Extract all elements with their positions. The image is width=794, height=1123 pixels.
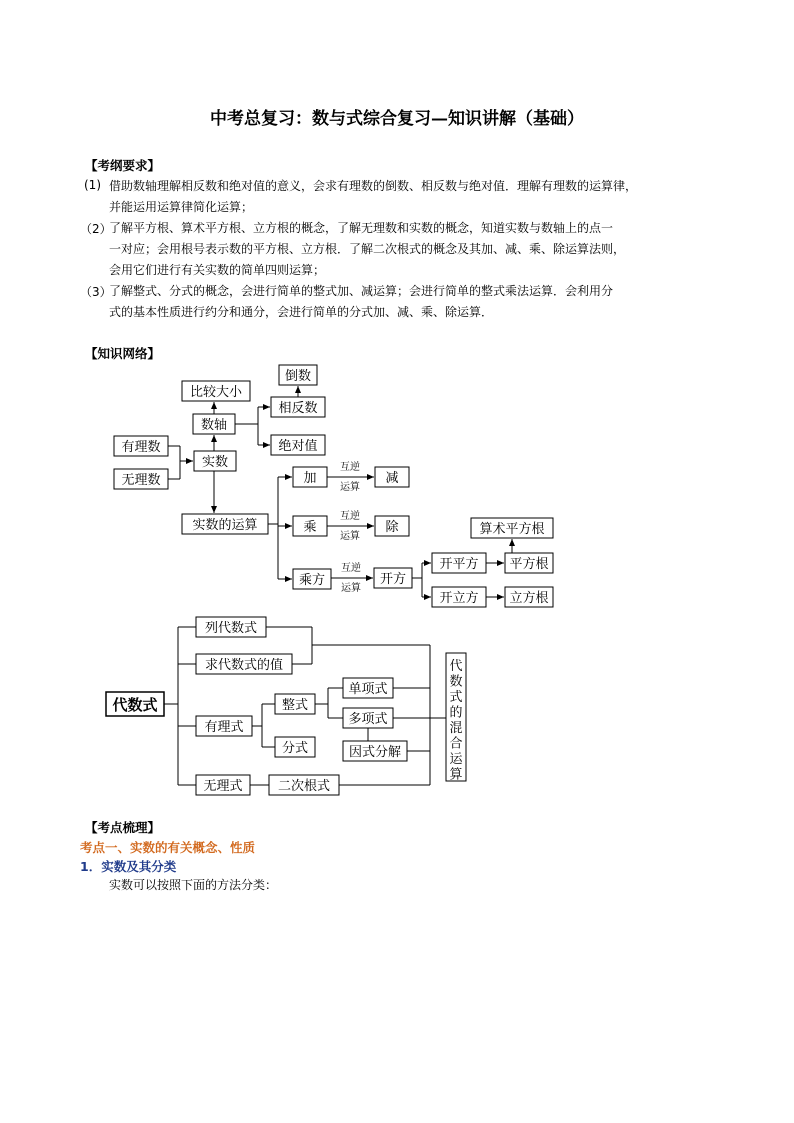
item-2-line-3: 会用它们进行有关实数的简单四则运算； <box>109 263 326 277</box>
page-title: 中考总复习：数与式综合复习—知识讲解（基础） <box>210 109 584 129</box>
node-polynomial: 多项式 <box>348 712 388 727</box>
node-factor: 因式分解 <box>348 745 402 760</box>
node-integral: 整式 <box>281 698 309 713</box>
node-reciprocal: 倒数 <box>284 369 312 384</box>
node-div: 除 <box>385 520 399 535</box>
subsection-1: 1．实数及其分类 <box>80 859 177 874</box>
node-quad-root: 二次根式 <box>277 779 331 794</box>
key-points-heading: 【考点梳理】 <box>85 820 161 835</box>
inverse-label-bottom-2: 运算 <box>340 531 360 542</box>
exam-requirements-heading: 【考纲要求】 <box>85 158 161 173</box>
node-compare: 比较大小 <box>189 385 243 400</box>
item-2-line-2: 一对应；会用根号表示数的平方根、立方根．了解二次根式的概念及其加、减、乘、除运算法则， <box>109 242 626 256</box>
node-list-expr: 列代数式 <box>204 621 258 636</box>
item-1-line-1: 借助数轴理解相反数和绝对值的意义，会求有理数的倒数、相反数与绝对值．理解有理数的运算律， <box>109 179 638 193</box>
node-rational: 有理数 <box>121 440 161 455</box>
node-root: 开方 <box>379 572 407 587</box>
node-number-line: 数轴 <box>200 418 228 433</box>
node-cube-root: 立方根 <box>509 591 549 606</box>
item-3-number: （3） <box>80 285 112 299</box>
inverse-label-top-1: 互逆 <box>340 462 360 473</box>
node-irrational-expr: 无理式 <box>203 779 243 794</box>
node-fraction: 分式 <box>281 741 309 756</box>
node-eval-expr: 求代数式的值 <box>204 658 284 673</box>
node-cbrt: 开立方 <box>439 591 479 606</box>
classification-intro: 实数可以按照下面的方法分类： <box>109 878 278 892</box>
knowledge-network-heading: 【知识网络】 <box>85 346 161 361</box>
node-sqrt: 开平方 <box>439 557 479 572</box>
item-1-number: (1) <box>84 178 101 192</box>
item-3-line-1: 了解整式、分式的概念，会进行简单的整式加、减运算；会进行简单的整式乘法运算．会利用分 <box>109 284 614 298</box>
node-arith-sqrt: 算术平方根 <box>479 522 545 537</box>
node-mixed-ops: 代数式的混合运算 <box>449 659 463 783</box>
item-3-line-2: 式的基本性质进行约分和通分，会进行简单的分式加、减、乘、除运算． <box>109 305 494 319</box>
node-rational-expr: 有理式 <box>204 720 244 735</box>
node-mul: 乘 <box>303 520 317 535</box>
node-power: 乘方 <box>298 573 326 588</box>
inverse-label-top-3: 互逆 <box>341 563 361 574</box>
key-point-1: 考点一、实数的有关概念、性质 <box>80 840 256 855</box>
node-monomial: 单项式 <box>348 682 388 697</box>
inverse-label-bottom-3: 运算 <box>341 583 361 594</box>
node-real-ops: 实数的运算 <box>192 518 258 533</box>
node-sub: 减 <box>385 471 399 486</box>
node-real: 实数 <box>201 455 229 470</box>
item-2-line-1: 了解平方根、算术平方根、立方根的概念，了解无理数和实数的概念，知道实数与数轴上的点一 <box>109 221 614 235</box>
node-algebraic: 代数式 <box>112 696 158 714</box>
item-1-line-2: 并能运用运算律简化运算； <box>109 200 254 214</box>
item-2-number: （2） <box>80 222 112 236</box>
node-irrational: 无理数 <box>121 473 161 488</box>
node-square-root: 平方根 <box>509 557 549 572</box>
node-abs: 绝对值 <box>278 439 318 454</box>
node-add: 加 <box>303 471 317 486</box>
inverse-label-top-2: 互逆 <box>340 511 360 522</box>
node-opposite: 相反数 <box>278 401 318 416</box>
inverse-label-bottom-1: 运算 <box>340 482 360 493</box>
